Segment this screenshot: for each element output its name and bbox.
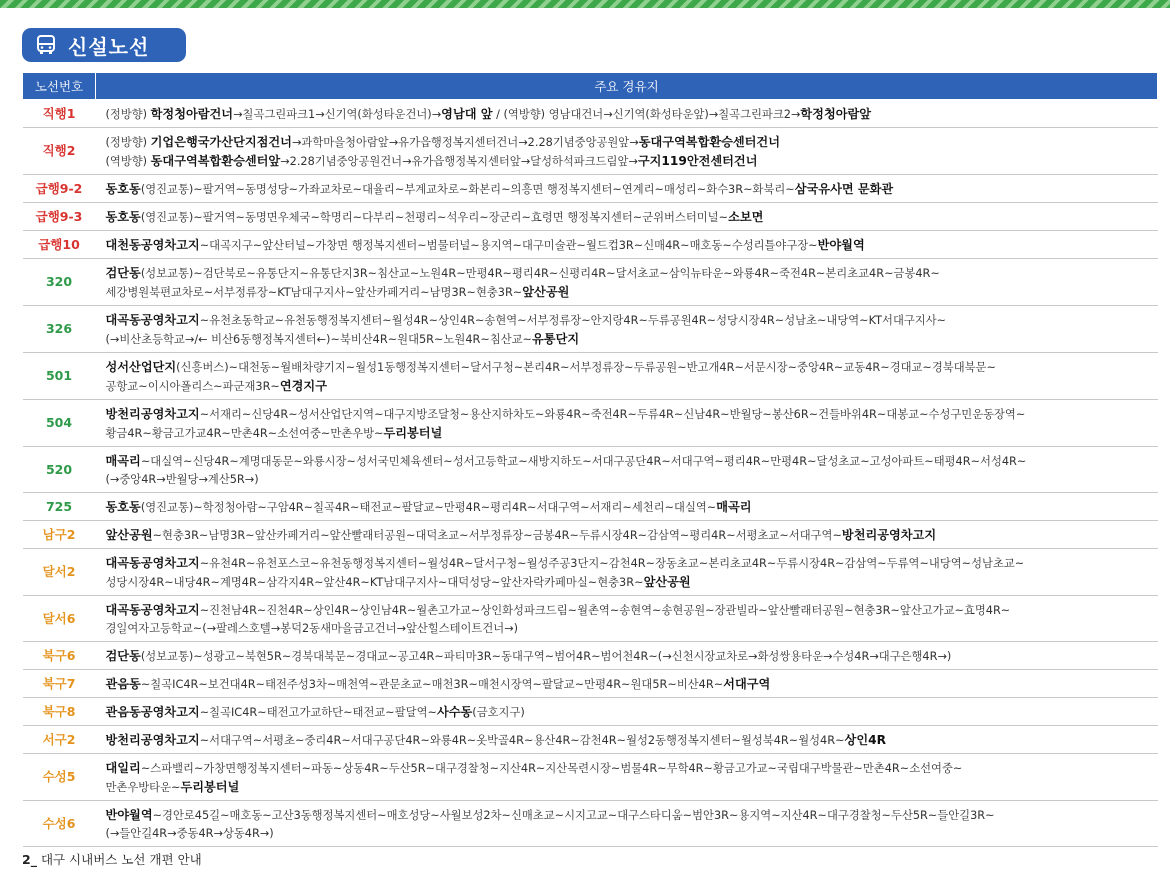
route-number: 서구2 [23, 726, 96, 754]
route-stops-text: ~대곡지구~앞산터널~가창면 행정복지센터~범물터널~용지역~대구미술관~월드컵3R~신매4R~매호동~수성리틀야구장~ [199, 239, 818, 252]
table-row [23, 100, 1158, 128]
route-key-stop: 검단동 [105, 649, 141, 663]
route-stops-text: (정방향) [105, 108, 151, 121]
route-path [96, 306, 1158, 353]
route-path-line [106, 236, 1152, 255]
route-stops-text: (→들안길4R→중동4R→상동4R→) [105, 827, 274, 840]
route-key-stop: 삼국유사면 문화관 [794, 182, 894, 196]
route-stops-text: (영진교통)~팔거역~동명면우체국~학명리~다부리~천평리~석우리~장군리~효령면 행정복지센터~군위버스터미널~ [140, 211, 729, 224]
route-stops-text: ~진천남4R~진천4R~상인4R~상인남4R~월촌고가교~상인화성파크드림~월촌역~송현역~송현공원~장관빌라~앞산빨래터공원~현충3R~앞산고가교~효명4R~ [199, 604, 1011, 617]
route-key-stop: 대곡동공영차고지 [105, 313, 200, 327]
route-path [96, 128, 1158, 175]
route-number: 320 [23, 259, 96, 306]
route-number: 북구8 [23, 698, 96, 726]
route-stops-text: (신흥버스)~대천동~월배차량기지~월성1동행정복지센터~달서구청~본리4R~서부정류장~두류공원~반고개4R~서문시장~중앙4R~교동4R~경대교~경북대북문~ [176, 361, 996, 374]
route-key-stop: 사수동 [436, 705, 473, 719]
route-path-line [106, 731, 1152, 750]
route-path [96, 549, 1158, 596]
route-stops-text: →과학마을청아람앞→유가읍행정복지센터건너→2.28기념중앙공원앞→ [291, 136, 639, 149]
table-row [23, 549, 1158, 596]
route-path-line [106, 377, 1152, 396]
route-stops-text: 경일여자고등학교~(→팔레스호텔→봉덕2동새마을금고건너→앞산힐스테이트건너→) [105, 622, 519, 635]
footer-text: 대구 시내버스 노선 개편 안내 [40, 852, 202, 867]
route-number: 북구7 [23, 670, 96, 698]
section-title-badge [22, 28, 186, 62]
top-decorative-stripe [0, 0, 1170, 8]
route-path-line [106, 152, 1152, 171]
route-stops-text: ~서대구역~서평초~중리4R~서대구공단4R~와룡4R~옷박골4R~용산4R~감천4R~월성2동행정복지센터~월성북4R~월성4R~ [199, 734, 845, 747]
route-stops-text: (→중앙4R→반월당→계산5R→) [105, 473, 259, 486]
route-key-stop: 앞산공원 [522, 285, 570, 299]
route-key-stop: 대일리 [105, 761, 141, 775]
route-stops-text: (→비산초등학교→/← 비산6동행정복지센터←)~북비산4R~원대5R~노원4R~침산교~ [105, 333, 533, 346]
route-stops-text: (금호지구) [472, 706, 525, 719]
route-key-stop: 매곡리 [105, 454, 141, 468]
table-row [23, 801, 1158, 847]
table-header-row [23, 73, 1158, 100]
route-stops-text: ~스파밸리~가창면행정복지센터~파동~상동4R~두산5R~대구경찰청~지산4R~지산목련시장~범물4R~무학4R~황금고가교~국립대구박물관~만촌4R~소선여중~ [140, 762, 963, 775]
route-stops-text: 세강병원북편교차로~서부정류장~KT남대구지사~앞산카페거리~남명3R~현충3R~ [105, 286, 523, 299]
route-stops-text: (성보교통)~성광고~북현5R~경북대북문~경대교~공고4R~파티마3R~동대구역~범어4R~범어천4R~(→신천시장교차로→화성쌍용타운→수성4R→대구은행4R→) [140, 650, 952, 663]
route-stops-text: ~칠곡IC4R~보건대4R~태전주성3차~매천역~관문초교~매천3R~매천시장역~팔달교~만평4R~원대5R~비산4R~ [140, 678, 724, 691]
route-key-stop: 매곡리 [716, 500, 752, 514]
route-key-stop: 동호동 [105, 210, 141, 224]
route-stops-text: 황금4R~황금고가교4R~만촌4R~소선여중~만촌우방~ [105, 427, 384, 440]
table-row [23, 306, 1158, 353]
route-key-stop: 대곡동공영차고지 [105, 603, 200, 617]
route-path-line [106, 330, 1152, 349]
route-key-stop: 성서산업단지 [105, 360, 177, 374]
route-number: 501 [23, 353, 96, 400]
route-path-line [106, 498, 1152, 517]
table-row [23, 670, 1158, 698]
route-key-stop: 유통단지 [532, 332, 580, 346]
route-number: 달서2 [23, 549, 96, 596]
route-path-line [106, 675, 1152, 694]
route-path [96, 493, 1158, 521]
route-path-line [106, 825, 1152, 843]
route-key-stop: 학정청아람앞 [800, 107, 872, 121]
route-number: 직행1 [23, 100, 96, 128]
route-path-line [106, 620, 1152, 638]
route-key-stop: 연경지구 [279, 379, 327, 393]
table-row [23, 259, 1158, 306]
route-path-line [106, 208, 1152, 227]
route-stops-text: (영진교통)~학정청아람~구암4R~칠곡4R~태전교~팔달교~만평4R~평리4R~서대구역~서재리~세천리~대실역~ [140, 501, 717, 514]
route-path-line [106, 180, 1152, 199]
route-path-line [106, 358, 1152, 377]
route-path-line [106, 703, 1152, 722]
route-path [96, 447, 1158, 493]
route-path [96, 698, 1158, 726]
route-key-stop: 반야월역 [105, 808, 153, 822]
route-path [96, 726, 1158, 754]
route-path [96, 231, 1158, 259]
route-key-stop: 동호동 [105, 500, 141, 514]
page-number: 2_ [22, 852, 37, 867]
route-number: 급행10 [23, 231, 96, 259]
route-path [96, 754, 1158, 801]
section-title: 신설노선 [68, 34, 150, 59]
route-stops-text: ~현충3R~남명3R~앞산카페거리~앞산빨래터공원~대덕초교~서부정류장~금봉4R~두류시장4R~감삼역~평리4R~서평초교~서대구역~ [152, 529, 842, 542]
route-stops-text: ~서재리~신당4R~성서산업단지역~대구지방조달청~용산지하차도~와룡4R~죽전4R~두류4R~신남4R~반월당~봉산6R~건들바위4R~대봉교~수성구민운동장역~ [199, 408, 1026, 421]
route-key-stop: 영남대 앞 [441, 107, 493, 121]
route-stops-text: (성보교통)~검단북로~유통단지~유통단지3R~침산교~노원4R~만평4R~평리4R~신평리4R~달서초교~삼익뉴타운~와룡4R~죽전4R~본리초교4R~금봉4R~ [140, 267, 940, 280]
route-path [96, 670, 1158, 698]
routes-table-body [23, 100, 1158, 847]
route-number: 수성6 [23, 801, 96, 847]
route-number: 북구6 [23, 642, 96, 670]
table-row [23, 400, 1158, 447]
route-number: 급행9-3 [23, 203, 96, 231]
route-stops-text: ~유천초동학교~유천동행정복지센터~월성4R~상인4R~송현역~서부정류장~안지랑4R~두류공원4R~성당시장4R~성남초~내당역~KT서대구지사~ [199, 314, 947, 327]
route-key-stop: 방천리공영차고지 [105, 407, 200, 421]
table-row [23, 754, 1158, 801]
route-path-line [106, 806, 1152, 825]
route-path-line [106, 424, 1152, 443]
table-row [23, 726, 1158, 754]
route-path-line [106, 471, 1152, 489]
route-path-line [106, 554, 1152, 573]
route-path [96, 100, 1158, 128]
route-key-stop: 기업은행국가산단지점건너 [150, 135, 292, 149]
route-path-line [106, 311, 1152, 330]
route-path [96, 400, 1158, 447]
route-key-stop: 구지119안전센터건너 [637, 154, 758, 168]
route-number: 수성5 [23, 754, 96, 801]
table-row [23, 493, 1158, 521]
route-path [96, 596, 1158, 642]
table-row [23, 642, 1158, 670]
route-number: 달서6 [23, 596, 96, 642]
route-key-stop: 두리봉터널 [180, 780, 240, 794]
route-stops-text: 성당시장4R~내당4R~계명4R~삼각지4R~앞산4R~KT남대구지사~대덕성당~앞산자락카페마실~현충3R~ [105, 576, 644, 589]
route-stops-text: →2.28기념중앙공원건너→유가읍행정복지센터앞→달성하석파크드림앞→ [280, 155, 638, 168]
route-stops-text: / (역방향) 영남대건너→신기역(화성타운앞)→칠곡그린파크2→ [492, 108, 801, 121]
route-number: 504 [23, 400, 96, 447]
table-row [23, 203, 1158, 231]
route-key-stop: 학정청아람건너 [150, 107, 234, 121]
route-stops-text: →칠곡그린파크1→신기역(화성타운건너)→ [233, 108, 442, 121]
route-key-stop: 반야월역 [817, 238, 865, 252]
route-stops-text: ~대실역~신당4R~계명대동문~와룡시장~성서국민체육센터~성서고등학교~새방지하도~서대구공단4R~서대구역~평리4R~만평4R~달성초교~고성아파트~태평4R~서성4R~ [140, 455, 1027, 468]
route-path [96, 175, 1158, 203]
route-key-stop: 대천동공영차고지 [105, 238, 200, 252]
header-main-stops: 주요 경유지 [96, 73, 1158, 100]
route-key-stop: 관음동공영차고지 [105, 705, 200, 719]
table-row [23, 521, 1158, 549]
route-stops-text: 공항교~이시아폴리스~파군재3R~ [105, 380, 280, 393]
table-row [23, 353, 1158, 400]
route-key-stop: 상인4R [844, 733, 886, 747]
route-stops-text: ~칠곡IC4R~태전고가교하단~태전교~팔달역~ [199, 706, 437, 719]
header-route-number: 노선번호 [23, 73, 96, 100]
route-stops-text: ~경안로45길~매호동~고산3동행정복지센터~매호성당~사월보성2차~신매초교~시지고교~대구스타디움~범안3R~용지역~지산4R~대구경찰청~두산5R~들안길3R~ [152, 809, 995, 822]
route-path-line [106, 283, 1152, 302]
route-number: 직행2 [23, 128, 96, 175]
page-footer [22, 850, 202, 868]
route-key-stop: 방천리공영차고지 [841, 528, 937, 542]
table-row [23, 231, 1158, 259]
table-row [23, 698, 1158, 726]
route-stops-text: ~유천4R~유천포스코~유천동행정복지센터~월성4R~달서구청~월성주공3단지~감천4R~장동초교~본리초교4R~두류시장4R~감삼역~두류역~내당역~성남초교~ [199, 557, 1025, 570]
route-path [96, 203, 1158, 231]
table-row [23, 175, 1158, 203]
route-path [96, 353, 1158, 400]
route-stops-text: (정방향) [105, 136, 151, 149]
route-key-stop: 소보면 [728, 210, 764, 224]
route-path-line [106, 601, 1152, 620]
route-path-line [106, 452, 1152, 471]
route-path-line [106, 647, 1152, 666]
route-path-line [106, 264, 1152, 283]
route-key-stop: 동대구역복합환승센터건너 [638, 135, 780, 149]
route-path-line [106, 759, 1152, 778]
route-key-stop: 대곡동공영차고지 [105, 556, 200, 570]
route-path [96, 259, 1158, 306]
route-number: 남구2 [23, 521, 96, 549]
table-row [23, 447, 1158, 493]
route-key-stop: 관음동 [105, 677, 141, 691]
route-number: 520 [23, 447, 96, 493]
route-path [96, 521, 1158, 549]
route-path [96, 801, 1158, 847]
table-row [23, 596, 1158, 642]
routes-table [22, 72, 1158, 847]
route-path [96, 642, 1158, 670]
route-stops-text: (역방향) [105, 155, 151, 168]
route-number: 326 [23, 306, 96, 353]
route-number: 725 [23, 493, 96, 521]
route-stops-text: 만촌우방타운~ [105, 781, 181, 794]
route-path-line [106, 405, 1152, 424]
route-path-line [106, 778, 1152, 797]
route-key-stop: 두리봉터널 [383, 426, 443, 440]
route-key-stop: 방천리공영차고지 [105, 733, 200, 747]
route-key-stop: 서대구역 [723, 677, 771, 691]
bus-icon [34, 33, 58, 57]
route-key-stop: 검단동 [105, 266, 141, 280]
route-key-stop: 앞산공원 [105, 528, 153, 542]
route-path-line [106, 133, 1152, 152]
route-path-line [106, 105, 1152, 124]
route-key-stop: 동대구역복합환승센터앞 [150, 154, 281, 168]
route-path-line [106, 526, 1152, 545]
table-row [23, 128, 1158, 175]
route-stops-text: (영진교통)~팔거역~동명성당~가좌교차로~대율리~부계교차로~화본리~의흥면 행정복지센터~연계리~매성리~화수3R~화북리~ [140, 183, 795, 196]
route-key-stop: 앞산공원 [643, 575, 691, 589]
route-path-line [106, 573, 1152, 592]
route-number: 급행9-2 [23, 175, 96, 203]
route-key-stop: 동호동 [105, 182, 141, 196]
